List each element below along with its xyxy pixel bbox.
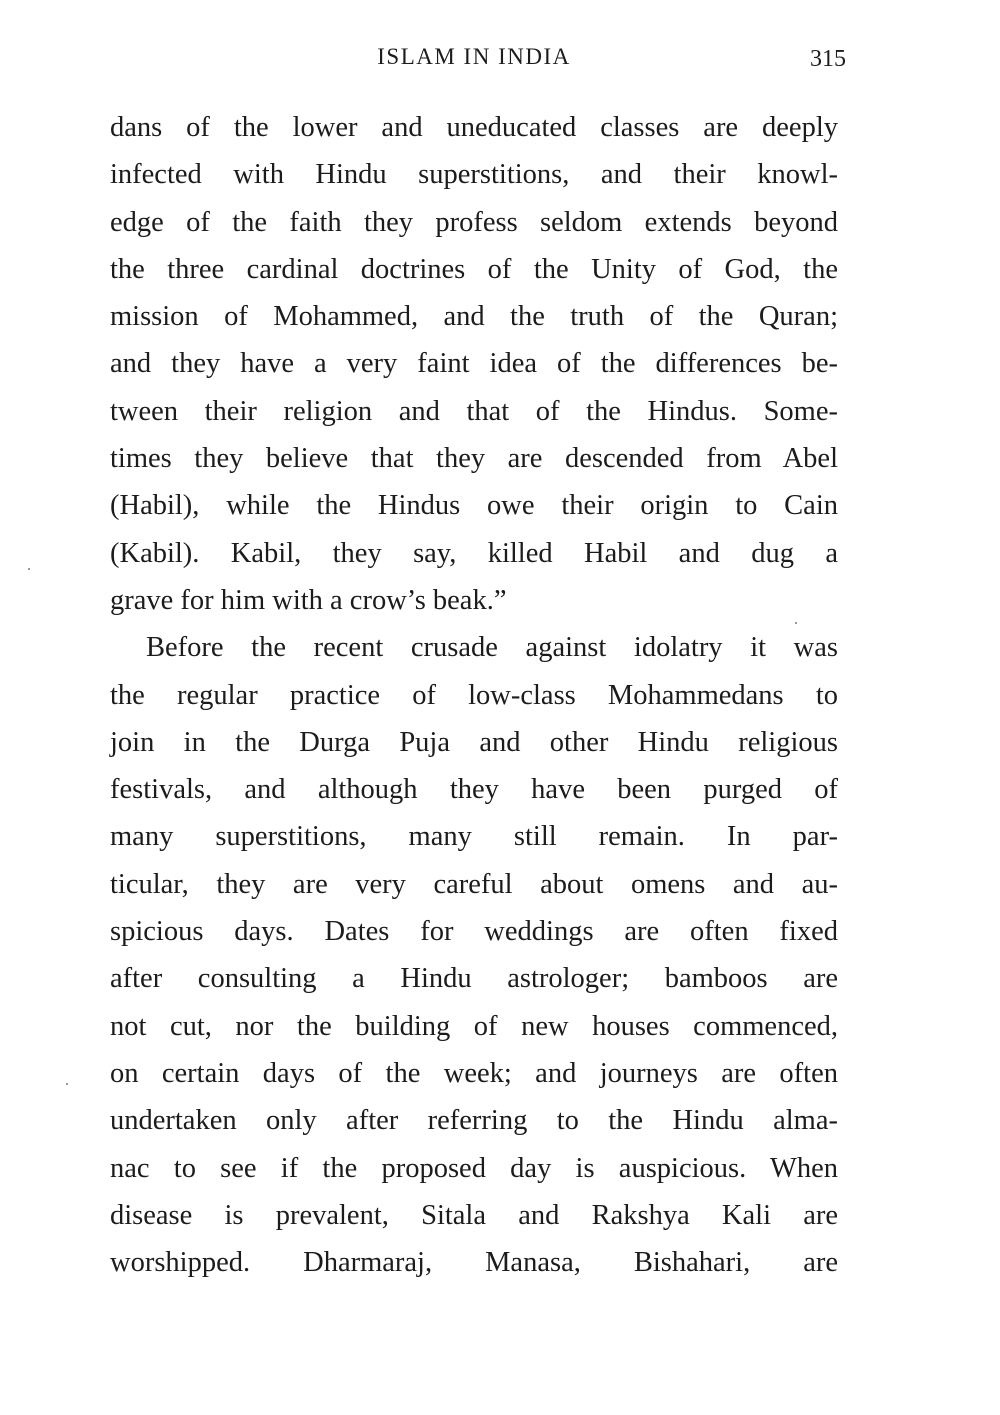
text-line: festivals, and although they have been purged of (110, 774, 838, 806)
text-line: the regular practice of low-class Mohammedans to (110, 679, 838, 711)
text-line: tween their religion and that of the Hindus. Some- (110, 395, 838, 427)
text-line: mission of Mohammed, and the truth of the Quran; (110, 301, 838, 333)
running-head (110, 44, 846, 84)
text-line: Before the recent crusade against idolatry it was (146, 632, 838, 664)
text-line: and they have a very faint idea of the differences be- (110, 348, 838, 380)
page-number: 315 (810, 46, 846, 72)
text-line: infected with Hindu superstitions, and their knowl- (110, 159, 838, 191)
body-text (110, 104, 838, 1286)
text-line: ticular, they are very careful about omens and au- (110, 868, 838, 900)
scan-speck (66, 1083, 68, 1085)
paragraph-2 (110, 624, 838, 1286)
text-line: grave for him with a crow’s beak.” (110, 584, 507, 616)
text-line: edge of the faith they profess seldom extends beyond (110, 206, 838, 238)
text-line: many superstitions, many still remain. In par- (110, 821, 838, 853)
text-line: the three cardinal doctrines of the Unity of God, the (110, 253, 838, 285)
text-line: dans of the lower and uneducated classes are deeply (110, 112, 838, 143)
scan-speck (28, 568, 30, 570)
text-line: undertaken only after referring to the Hindu alma- (110, 1105, 838, 1137)
text-line: (Kabil). Kabil, they say, killed Habil and dug a (110, 537, 838, 569)
text-line: (Habil), while the Hindus owe their origin to Cain (110, 490, 838, 522)
text-line: on certain days of the week; and journeys are often (110, 1057, 838, 1089)
text-line: after consulting a Hindu astrologer; bamboos are (110, 963, 838, 995)
text-line: worshipped. Dharmaraj, Manasa, Bishahari, are (110, 1247, 838, 1279)
paragraph-1 (110, 104, 838, 624)
scan-speck (795, 622, 797, 624)
text-line: join in the Durga Puja and other Hindu religious (110, 726, 838, 758)
text-line: times they believe that they are descended from Abel (110, 443, 838, 475)
text-line: not cut, nor the building of new houses commenced, (110, 1010, 838, 1042)
text-line: nac to see if the proposed day is auspicious. When (110, 1152, 838, 1184)
running-title: ISLAM IN INDIA (377, 44, 571, 69)
text-line: spicious days. Dates for weddings are often fixed (110, 916, 838, 948)
text-line: disease is prevalent, Sitala and Rakshya Kali are (110, 1199, 838, 1231)
